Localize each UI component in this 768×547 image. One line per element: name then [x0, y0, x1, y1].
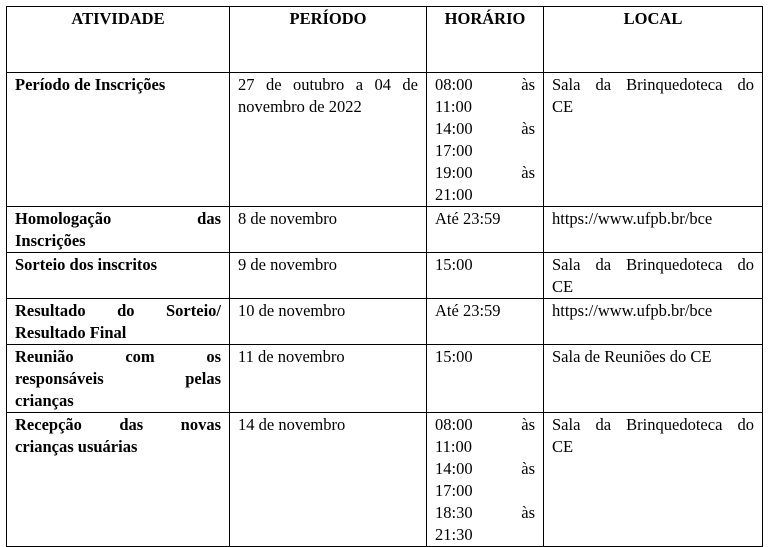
horario-range-line [435, 414, 535, 436]
horario-start: 14:00 [435, 459, 473, 478]
table-row [7, 73, 763, 207]
table-row [7, 299, 763, 345]
horario-end: 21:00 [435, 185, 473, 204]
horario-value: Até 23:59 [435, 301, 501, 320]
horario-end: 21:30 [435, 525, 473, 544]
table-row [7, 253, 763, 299]
horario-range-line [435, 502, 535, 524]
cell-atividade [7, 207, 230, 253]
horario-start: 19:00 [435, 163, 473, 182]
atividade-line: Sorteio dos inscritos [15, 255, 158, 274]
cell-local [544, 345, 763, 413]
horario-start: 14:00 [435, 119, 473, 138]
local-line: CE [552, 97, 574, 116]
horario-range-line [435, 74, 535, 96]
local-line: Sala da Brinquedoteca do [552, 255, 754, 274]
atividade-line: Resultado Final [15, 323, 127, 342]
horario-sep: às [521, 459, 535, 478]
header-atividade: ATIVIDADE [7, 7, 230, 73]
periodo-line: 11 de novembro [238, 347, 345, 366]
schedule-body [7, 73, 763, 547]
header-row [7, 7, 763, 73]
cell-periodo [230, 253, 427, 299]
horario-value: Até 23:59 [435, 209, 501, 228]
cell-horario [427, 207, 544, 253]
cell-horario [427, 299, 544, 345]
cell-periodo [230, 73, 427, 207]
periodo-line: 27 de outubro a 04 de [238, 75, 418, 94]
cell-local [544, 207, 763, 253]
periodo-line: 10 de novembro [238, 301, 346, 320]
horario-range-line [435, 458, 535, 480]
cell-horario [427, 413, 544, 547]
local-line: CE [552, 277, 574, 296]
horario-start: 18:30 [435, 503, 473, 522]
cell-periodo [230, 299, 427, 345]
cell-atividade [7, 299, 230, 345]
horario-sep: às [521, 503, 535, 522]
cell-horario [427, 73, 544, 207]
local-line: Sala de Reuniões do CE [552, 347, 712, 366]
horario-end: 17:00 [435, 141, 473, 160]
cell-local [544, 253, 763, 299]
periodo-line: 8 de novembro [238, 209, 337, 228]
cell-atividade [7, 345, 230, 413]
cell-atividade [7, 253, 230, 299]
cell-atividade [7, 73, 230, 207]
periodo-line: 9 de novembro [238, 255, 337, 274]
cell-periodo [230, 207, 427, 253]
atividade-line: Reunião com os [15, 347, 221, 366]
periodo-line: 14 de novembro [238, 415, 346, 434]
cell-horario [427, 253, 544, 299]
cell-local [544, 73, 763, 207]
horario-sep: às [521, 119, 535, 138]
table-row [7, 413, 763, 547]
horario-range-line [435, 162, 535, 184]
local-line: Sala da Brinquedoteca do [552, 75, 754, 94]
cell-local [544, 413, 763, 547]
atividade-line: Resultado do Sorteio/ [15, 301, 221, 320]
atividade-line: Homologação das [15, 209, 221, 228]
cell-local [544, 299, 763, 345]
atividade-line: Inscrições [15, 231, 86, 250]
horario-range-line [435, 118, 535, 140]
horario-end: 11:00 [435, 97, 472, 116]
cell-horario [427, 345, 544, 413]
periodo-line: novembro de 2022 [238, 97, 362, 116]
atividade-line: Recepção das novas [15, 415, 221, 434]
local-line: CE [552, 437, 574, 456]
schedule-table [6, 6, 763, 547]
local-link[interactable]: https://www.ufpb.br/bce [552, 301, 713, 320]
horario-sep: às [521, 163, 535, 182]
atividade-line: Período de Inscrições [15, 75, 166, 94]
cell-periodo [230, 413, 427, 547]
horario-end: 11:00 [435, 437, 472, 456]
horario-sep: às [521, 415, 535, 434]
horario-start: 08:00 [435, 75, 473, 94]
local-line: Sala da Brinquedoteca do [552, 415, 754, 434]
header-horario: HORÁRIO [427, 7, 544, 73]
horario-value: 15:00 [435, 255, 473, 274]
table-row [7, 345, 763, 413]
cell-atividade [7, 413, 230, 547]
cell-periodo [230, 345, 427, 413]
header-local: LOCAL [544, 7, 763, 73]
table-row [7, 207, 763, 253]
horario-end: 17:00 [435, 481, 473, 500]
atividade-line: crianças usuárias [15, 437, 138, 456]
header-periodo: PERÍODO [230, 7, 427, 73]
horario-value: 15:00 [435, 347, 473, 366]
local-link[interactable]: https://www.ufpb.br/bce [552, 209, 713, 228]
atividade-line: responsáveis pelas [15, 369, 221, 388]
atividade-line: crianças [15, 391, 74, 410]
horario-sep: às [521, 75, 535, 94]
horario-start: 08:00 [435, 415, 473, 434]
